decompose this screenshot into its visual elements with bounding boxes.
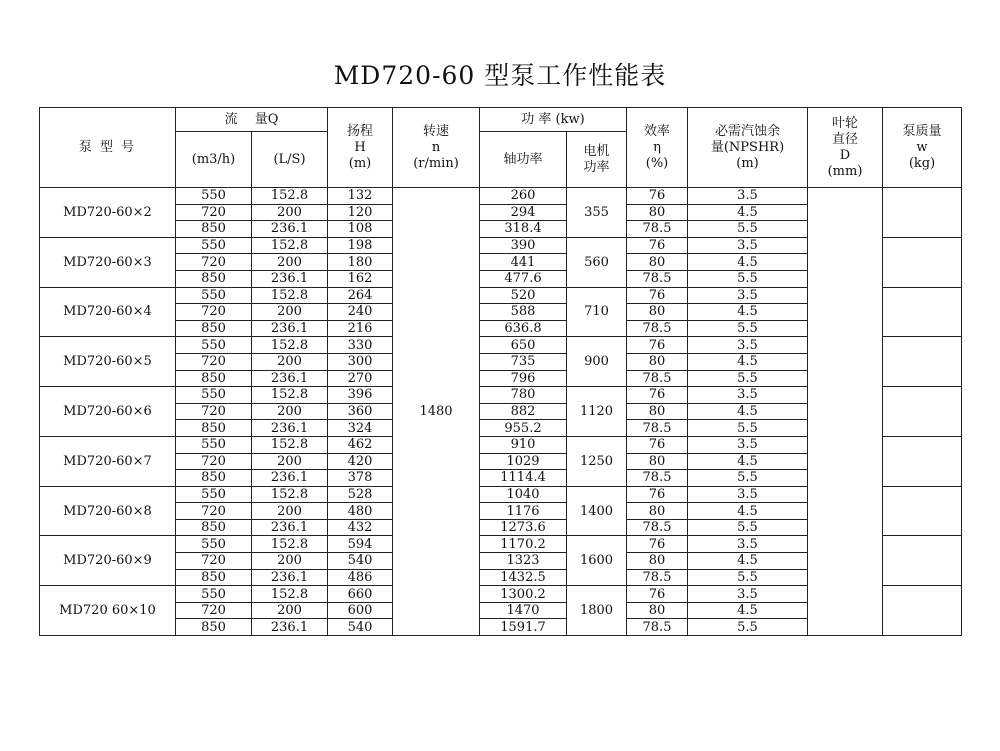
- model-cell: MD720-60×7: [40, 436, 176, 486]
- shaft-power-cell: 588: [480, 304, 567, 321]
- flow-m3h-cell: 550: [176, 586, 252, 603]
- shaft-power-cell: 1432.5: [480, 569, 567, 586]
- flow-m3h-cell: 550: [176, 436, 252, 453]
- shaft-power-cell: 1114.4: [480, 470, 567, 487]
- flow-m3h-cell: 550: [176, 237, 252, 254]
- header-efficiency: 效率 η (%): [627, 108, 688, 188]
- efficiency-cell: 80: [627, 353, 688, 370]
- flow-m3h-cell: 850: [176, 519, 252, 536]
- npshr-cell: 3.5: [688, 237, 808, 254]
- head-cell: 324: [328, 420, 393, 437]
- flow-ls-cell: 152.8: [252, 287, 328, 304]
- head-cell: 330: [328, 337, 393, 354]
- flow-m3h-cell: 720: [176, 453, 252, 470]
- model-cell: MD720-60×8: [40, 486, 176, 536]
- efficiency-cell: 78.5: [627, 519, 688, 536]
- flow-ls-cell: 152.8: [252, 586, 328, 603]
- shaft-power-cell: 735: [480, 353, 567, 370]
- shaft-power-cell: 260: [480, 188, 567, 205]
- npshr-cell: 4.5: [688, 204, 808, 221]
- flow-m3h-cell: 720: [176, 503, 252, 520]
- shaft-power-cell: 1591.7: [480, 619, 567, 636]
- header-shaft-power: 轴功率: [480, 132, 567, 188]
- efficiency-cell: 76: [627, 536, 688, 553]
- efficiency-cell: 80: [627, 254, 688, 271]
- head-cell: 198: [328, 237, 393, 254]
- impeller-cell: [808, 188, 883, 636]
- mass-cell: [883, 237, 962, 287]
- shaft-power-cell: 796: [480, 370, 567, 387]
- model-cell: MD720-60×5: [40, 337, 176, 387]
- head-cell: 264: [328, 287, 393, 304]
- npshr-cell: 3.5: [688, 387, 808, 404]
- npshr-cell: 4.5: [688, 453, 808, 470]
- efficiency-cell: 78.5: [627, 420, 688, 437]
- shaft-power-cell: 1273.6: [480, 519, 567, 536]
- npshr-cell: 4.5: [688, 503, 808, 520]
- head-cell: 480: [328, 503, 393, 520]
- shaft-power-cell: 955.2: [480, 420, 567, 437]
- shaft-power-cell: 1176: [480, 503, 567, 520]
- efficiency-cell: 76: [627, 436, 688, 453]
- flow-m3h-cell: 550: [176, 287, 252, 304]
- mass-cell: [883, 287, 962, 337]
- efficiency-cell: 80: [627, 503, 688, 520]
- table-body: [40, 188, 962, 636]
- npshr-cell: 3.5: [688, 188, 808, 205]
- npshr-cell: 4.5: [688, 254, 808, 271]
- head-cell: 240: [328, 304, 393, 321]
- flow-ls-cell: 152.8: [252, 188, 328, 205]
- model-cell: MD720-60×9: [40, 536, 176, 586]
- flow-m3h-cell: 550: [176, 536, 252, 553]
- flow-m3h-cell: 850: [176, 320, 252, 337]
- motor-power-cell: 1800: [567, 586, 627, 636]
- npshr-cell: 5.5: [688, 370, 808, 387]
- head-cell: 600: [328, 602, 393, 619]
- npshr-cell: 5.5: [688, 619, 808, 636]
- efficiency-cell: 76: [627, 387, 688, 404]
- shaft-power-cell: 1040: [480, 486, 567, 503]
- head-cell: 300: [328, 353, 393, 370]
- head-cell: 180: [328, 254, 393, 271]
- flow-m3h-cell: 850: [176, 221, 252, 238]
- model-cell: MD720-60×4: [40, 287, 176, 337]
- header-flow-ls: (L/S): [252, 132, 328, 188]
- flow-m3h-cell: 550: [176, 337, 252, 354]
- shaft-power-cell: 1170.2: [480, 536, 567, 553]
- shaft-power-cell: 780: [480, 387, 567, 404]
- head-cell: 528: [328, 486, 393, 503]
- header-speed: 转速 n (r/min): [393, 108, 480, 188]
- motor-power-cell: 1120: [567, 387, 627, 437]
- flow-m3h-cell: 550: [176, 387, 252, 404]
- header-flow: 流 量Q: [176, 108, 328, 132]
- header-npshr: 必需汽蚀余 量(NPSHR) (m): [688, 108, 808, 188]
- flow-m3h-cell: 850: [176, 470, 252, 487]
- head-cell: 120: [328, 204, 393, 221]
- npshr-cell: 5.5: [688, 270, 808, 287]
- head-cell: 486: [328, 569, 393, 586]
- efficiency-cell: 80: [627, 403, 688, 420]
- shaft-power-cell: 1029: [480, 453, 567, 470]
- npshr-cell: 5.5: [688, 420, 808, 437]
- head-cell: 432: [328, 519, 393, 536]
- flow-m3h-cell: 850: [176, 619, 252, 636]
- mass-cell: [883, 188, 962, 238]
- efficiency-cell: 78.5: [627, 619, 688, 636]
- header-flow-m3h: (m3/h): [176, 132, 252, 188]
- npshr-cell: 5.5: [688, 320, 808, 337]
- shaft-power-cell: 882: [480, 403, 567, 420]
- flow-ls-cell: 152.8: [252, 337, 328, 354]
- motor-power-cell: 1600: [567, 536, 627, 586]
- motor-power-cell: 560: [567, 237, 627, 287]
- head-cell: 108: [328, 221, 393, 238]
- npshr-cell: 3.5: [688, 436, 808, 453]
- model-cell: MD720-60×3: [40, 237, 176, 287]
- flow-m3h-cell: 850: [176, 569, 252, 586]
- efficiency-cell: 78.5: [627, 270, 688, 287]
- flow-ls-cell: 236.1: [252, 370, 328, 387]
- efficiency-cell: 76: [627, 287, 688, 304]
- efficiency-cell: 80: [627, 304, 688, 321]
- head-cell: 420: [328, 453, 393, 470]
- efficiency-cell: 76: [627, 586, 688, 603]
- mass-cell: [883, 486, 962, 536]
- npshr-cell: 3.5: [688, 586, 808, 603]
- efficiency-cell: 80: [627, 602, 688, 619]
- mass-cell: [883, 337, 962, 387]
- shaft-power-cell: 390: [480, 237, 567, 254]
- npshr-cell: 4.5: [688, 403, 808, 420]
- motor-power-cell: 1400: [567, 486, 627, 536]
- flow-ls-cell: 200: [252, 304, 328, 321]
- flow-ls-cell: 236.1: [252, 569, 328, 586]
- head-cell: 462: [328, 436, 393, 453]
- efficiency-cell: 76: [627, 237, 688, 254]
- shaft-power-cell: 1300.2: [480, 586, 567, 603]
- flow-ls-cell: 236.1: [252, 519, 328, 536]
- header-mass: 泵质量 w (kg): [883, 108, 962, 188]
- header-motor-power: 电机 功率: [567, 132, 627, 188]
- shaft-power-cell: 636.8: [480, 320, 567, 337]
- flow-ls-cell: 152.8: [252, 536, 328, 553]
- flow-ls-cell: 200: [252, 453, 328, 470]
- npshr-cell: 4.5: [688, 304, 808, 321]
- shaft-power-cell: 1323: [480, 553, 567, 570]
- speed-cell: 1480: [393, 188, 480, 636]
- flow-ls-cell: 236.1: [252, 420, 328, 437]
- flow-m3h-cell: 720: [176, 602, 252, 619]
- mass-cell: [883, 387, 962, 437]
- head-cell: 660: [328, 586, 393, 603]
- npshr-cell: 5.5: [688, 569, 808, 586]
- model-cell: MD720-60×6: [40, 387, 176, 437]
- head-cell: 378: [328, 470, 393, 487]
- motor-power-cell: 710: [567, 287, 627, 337]
- mass-cell: [883, 586, 962, 636]
- performance-table: [39, 107, 962, 636]
- efficiency-cell: 78.5: [627, 370, 688, 387]
- efficiency-cell: 76: [627, 337, 688, 354]
- efficiency-cell: 78.5: [627, 320, 688, 337]
- flow-ls-cell: 236.1: [252, 270, 328, 287]
- table-row: [40, 188, 962, 205]
- header-power: 功 率 (kw): [480, 108, 627, 132]
- shaft-power-cell: 318.4: [480, 221, 567, 238]
- efficiency-cell: 80: [627, 204, 688, 221]
- flow-ls-cell: 200: [252, 254, 328, 271]
- npshr-cell: 4.5: [688, 353, 808, 370]
- header-head: 扬程 H (m): [328, 108, 393, 188]
- flow-m3h-cell: 720: [176, 353, 252, 370]
- head-cell: 270: [328, 370, 393, 387]
- flow-ls-cell: 200: [252, 503, 328, 520]
- npshr-cell: 3.5: [688, 536, 808, 553]
- head-cell: 540: [328, 553, 393, 570]
- flow-ls-cell: 236.1: [252, 320, 328, 337]
- head-cell: 396: [328, 387, 393, 404]
- shaft-power-cell: 1470: [480, 602, 567, 619]
- flow-ls-cell: 152.8: [252, 387, 328, 404]
- flow-ls-cell: 236.1: [252, 221, 328, 238]
- npshr-cell: 3.5: [688, 486, 808, 503]
- shaft-power-cell: 910: [480, 436, 567, 453]
- head-cell: 216: [328, 320, 393, 337]
- model-cell: MD720 60×10: [40, 586, 176, 636]
- flow-m3h-cell: 850: [176, 270, 252, 287]
- shaft-power-cell: 520: [480, 287, 567, 304]
- flow-ls-cell: 200: [252, 204, 328, 221]
- flow-ls-cell: 152.8: [252, 237, 328, 254]
- flow-m3h-cell: 550: [176, 486, 252, 503]
- flow-ls-cell: 236.1: [252, 470, 328, 487]
- flow-m3h-cell: 720: [176, 204, 252, 221]
- head-cell: 540: [328, 619, 393, 636]
- flow-m3h-cell: 850: [176, 420, 252, 437]
- mass-cell: [883, 536, 962, 586]
- efficiency-cell: 78.5: [627, 569, 688, 586]
- flow-ls-cell: 200: [252, 602, 328, 619]
- header-model: 泵 型 号: [40, 108, 176, 188]
- npshr-cell: 3.5: [688, 287, 808, 304]
- flow-ls-cell: 200: [252, 403, 328, 420]
- flow-m3h-cell: 720: [176, 403, 252, 420]
- flow-m3h-cell: 720: [176, 254, 252, 271]
- mass-cell: [883, 436, 962, 486]
- shaft-power-cell: 650: [480, 337, 567, 354]
- head-cell: 162: [328, 270, 393, 287]
- flow-ls-cell: 200: [252, 353, 328, 370]
- npshr-cell: 5.5: [688, 470, 808, 487]
- flow-m3h-cell: 850: [176, 370, 252, 387]
- flow-ls-cell: 200: [252, 553, 328, 570]
- efficiency-cell: 80: [627, 453, 688, 470]
- shaft-power-cell: 441: [480, 254, 567, 271]
- motor-power-cell: 900: [567, 337, 627, 387]
- flow-ls-cell: 236.1: [252, 619, 328, 636]
- efficiency-cell: 80: [627, 553, 688, 570]
- efficiency-cell: 76: [627, 188, 688, 205]
- shaft-power-cell: 477.6: [480, 270, 567, 287]
- npshr-cell: 4.5: [688, 602, 808, 619]
- efficiency-cell: 76: [627, 486, 688, 503]
- flow-m3h-cell: 720: [176, 304, 252, 321]
- header-impeller: 叶轮 直径 D (mm): [808, 108, 883, 188]
- model-cell: MD720-60×2: [40, 188, 176, 238]
- npshr-cell: 5.5: [688, 519, 808, 536]
- head-cell: 594: [328, 536, 393, 553]
- motor-power-cell: 355: [567, 188, 627, 238]
- npshr-cell: 4.5: [688, 553, 808, 570]
- npshr-cell: 3.5: [688, 337, 808, 354]
- head-cell: 360: [328, 403, 393, 420]
- flow-ls-cell: 152.8: [252, 436, 328, 453]
- flow-ls-cell: 152.8: [252, 486, 328, 503]
- npshr-cell: 5.5: [688, 221, 808, 238]
- motor-power-cell: 1250: [567, 436, 627, 486]
- efficiency-cell: 78.5: [627, 470, 688, 487]
- flow-m3h-cell: 550: [176, 188, 252, 205]
- flow-m3h-cell: 720: [176, 553, 252, 570]
- shaft-power-cell: 294: [480, 204, 567, 221]
- efficiency-cell: 78.5: [627, 221, 688, 238]
- page-title: MD720-60 型泵工作性能表: [333, 61, 667, 90]
- head-cell: 132: [328, 188, 393, 205]
